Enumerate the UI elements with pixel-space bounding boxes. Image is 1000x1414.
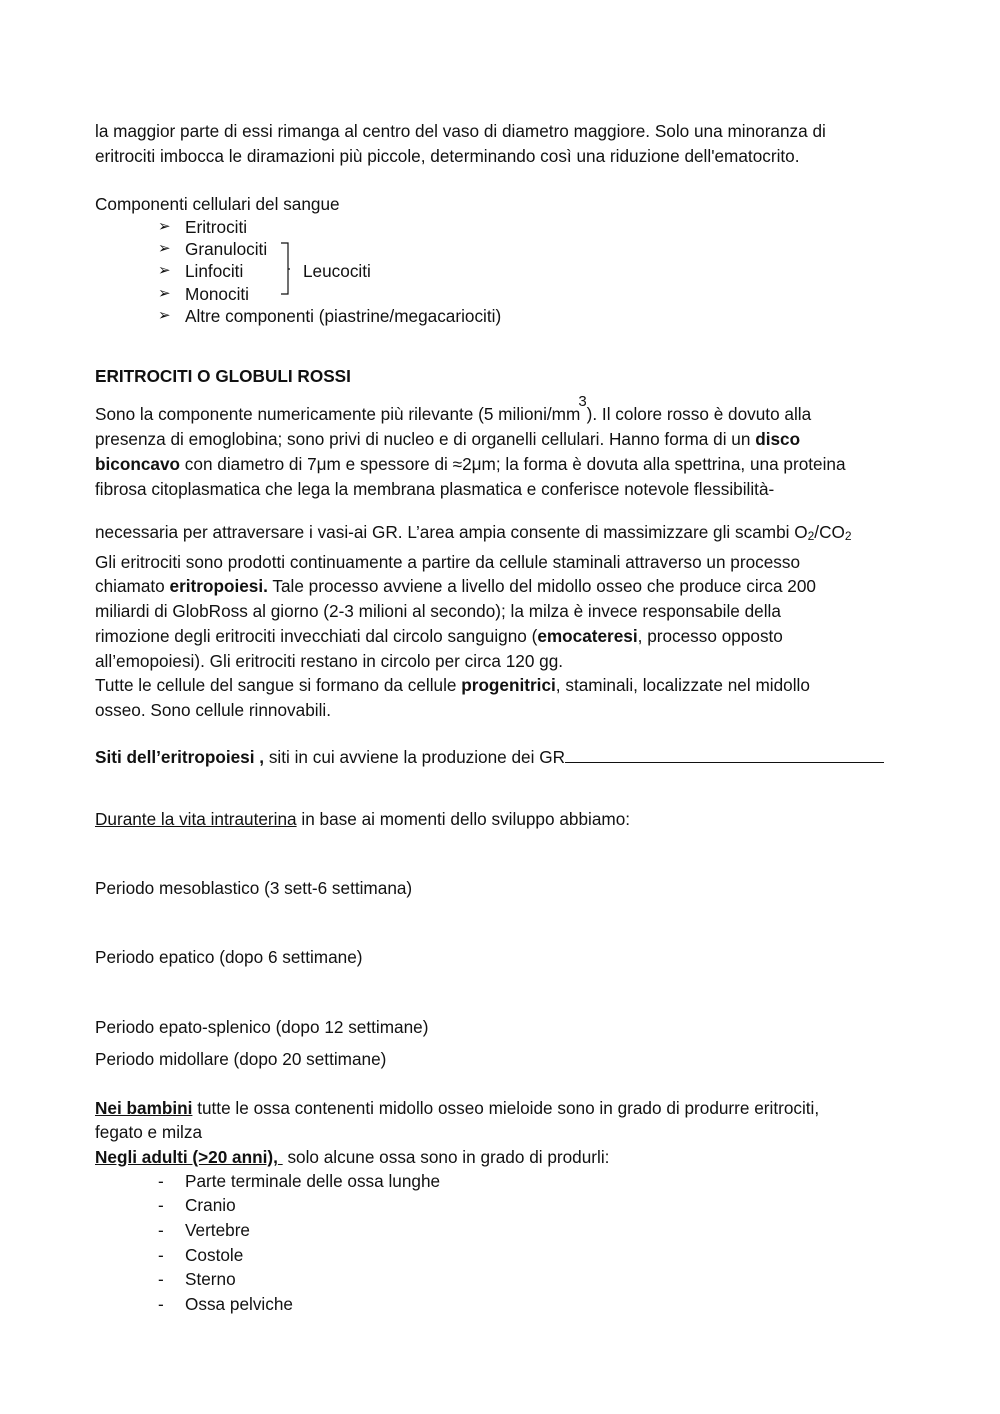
list-item: Ossa pelviche <box>185 1294 293 1314</box>
dash-bullet: - <box>158 1171 164 1191</box>
paragraph-line: Gli eritrociti sono prodotti continuamente a partire da cellule staminali attraverso un processo <box>95 552 801 572</box>
dash-bullet: - <box>158 1195 164 1215</box>
paragraph-line: miliardi di GlobRoss al giorno (2-3 milioni al secondo); la milza è invece responsabile della <box>95 601 781 621</box>
section-heading: ERITROCITI O GLOBULI ROSSI <box>95 366 351 386</box>
paragraph-line: necessaria per attraversare i vasi-ai GR. L’area ampia consente di massimizzare gli scambi O2/CO2 <box>95 522 852 543</box>
paragraph-line: osseo. Sono cellule rinnovabili. <box>95 700 331 720</box>
period-item: Periodo epatico (dopo 6 settimane) <box>95 947 363 967</box>
dash-bullet: - <box>158 1269 164 1289</box>
sites-line: Siti dell’eritropoiesi , siti in cui avviene la produzione dei GR <box>95 745 884 770</box>
arrow-bullet-icon: ➢ <box>158 218 171 235</box>
list-item: Linfociti <box>185 261 244 281</box>
list-item: Cranio <box>185 1195 236 1215</box>
paragraph-line: chiamato eritropoiesi. Tale processo avviene a livello del midollo osseo che produce circa 200 <box>95 576 816 596</box>
list-item: Monociti <box>185 284 249 304</box>
components-title: Componenti cellulari del sangue <box>95 194 340 214</box>
intro-line-1: la maggior parte di essi rimanga al centro del vaso di diametro maggiore. Solo una minoranza di <box>95 121 826 141</box>
intrauterine-intro: Durante la vita intrauterina in base ai momenti dello sviluppo abbiamo: <box>95 809 631 829</box>
leucociti-group-label: Leucociti <box>303 261 371 281</box>
fill-in-blank-line <box>565 748 884 763</box>
dash-bullet: - <box>158 1220 164 1240</box>
arrow-bullet-icon: ➢ <box>158 240 171 257</box>
intro-line-2: eritrociti imbocca le diramazioni più piccole, determinando così una riduzione dell'ematocrito. <box>95 146 800 166</box>
dash-bullet: - <box>158 1245 164 1265</box>
list-item: Granulociti <box>185 239 268 259</box>
children-line: Nei bambini tutte le ossa contenenti midollo osseo mieloide sono in grado di produrre eritrociti, <box>95 1098 820 1118</box>
list-item: Parte terminale delle ossa lunghe <box>185 1171 441 1191</box>
dash-bullet: - <box>158 1294 164 1314</box>
list-item: Vertebre <box>185 1220 250 1240</box>
paragraph-line: Sono la componente numericamente più rilevante (5 milioni/mm3). Il colore rosso è dovuto alla <box>95 393 812 424</box>
paragraph-line: Tutte le cellule del sangue si formano da cellule progenitrici, staminali, localizzate nel midollo <box>95 675 810 695</box>
period-item: Periodo midollare (dopo 20 settimane) <box>95 1049 387 1069</box>
adults-line: Negli adulti (>20 anni), solo alcune ossa sono in grado di produrli: <box>95 1147 610 1167</box>
arrow-bullet-icon: ➢ <box>158 262 171 279</box>
paragraph-line: biconcavo con diametro di 7μm e spessore di ≈2μm; la forma è dovuta alla spettrina, una proteina <box>95 454 846 474</box>
period-item: Periodo mesoblastico (3 sett-6 settimana) <box>95 878 413 898</box>
paragraph-line: fibrosa citoplasmatica che lega la membrana plasmatica e conferisce notevole flessibilità- <box>95 479 775 499</box>
arrow-bullet-icon: ➢ <box>158 307 171 324</box>
arrow-bullet-icon: ➢ <box>158 285 171 302</box>
list-item: Costole <box>185 1245 244 1265</box>
paragraph-line: all’emopoiesi). Gli eritrociti restano in circolo per circa 120 gg. <box>95 651 564 671</box>
paragraph-line: presenza di emoglobina; sono privi di nucleo e di organelli cellulari. Hanno forma di un disco <box>95 429 801 449</box>
right-brace-icon <box>280 242 290 296</box>
children-line-2: fegato e milza <box>95 1122 203 1142</box>
list-item: Altre componenti (piastrine/megacariociti) <box>185 306 502 326</box>
list-item: Sterno <box>185 1269 236 1289</box>
period-item: Periodo epato-splenico (dopo 12 settimane) <box>95 1017 429 1037</box>
paragraph-line: rimozione degli eritrociti invecchiati dal circolo sanguigno (emocateresi, processo opposto <box>95 626 783 646</box>
list-item: Eritrociti <box>185 217 248 237</box>
